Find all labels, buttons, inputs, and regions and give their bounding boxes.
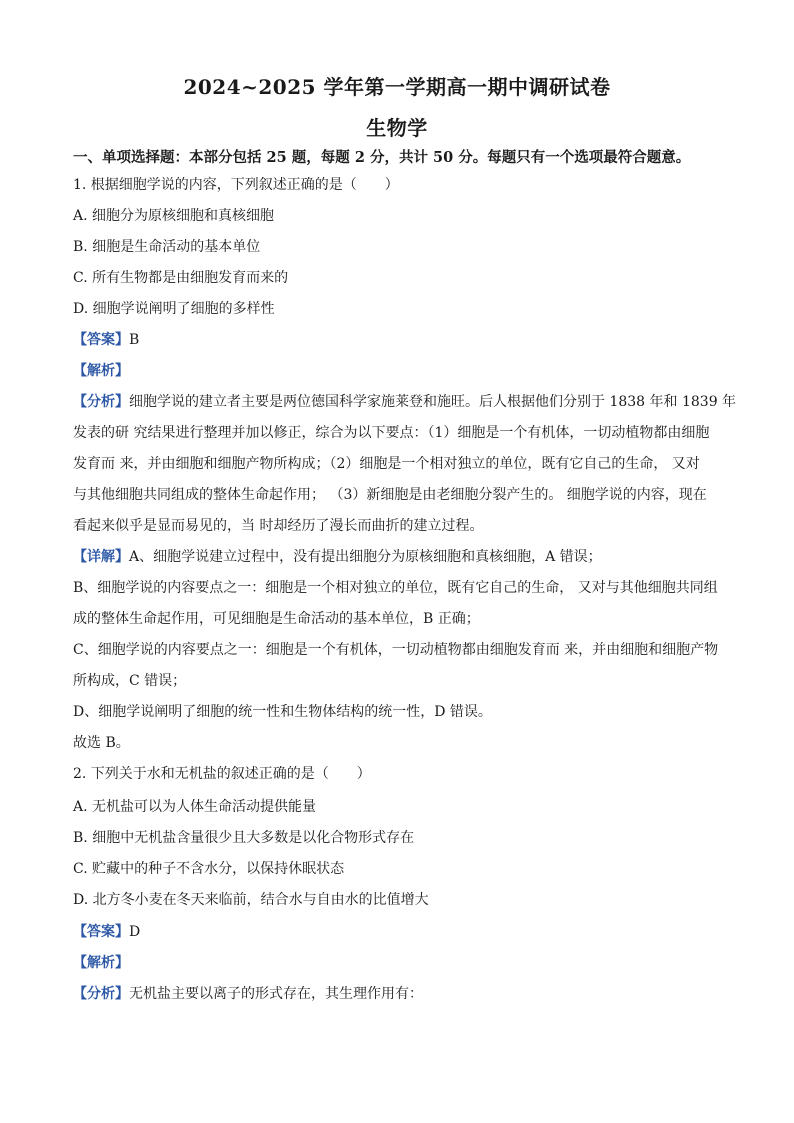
q1-option-a: A. 细胞分为原核细胞和真核细胞 [73,208,275,224]
q2-option-a: A. 无机盐可以为人体生命活动提供能量 [73,799,317,815]
q1-xiangjie-line: 成的整体生命起作用，可见细胞是生命活动的基本单位，B 正确； [73,611,480,627]
answer-value: B [129,332,140,348]
q2-option-b: B. 细胞中无机盐含量很少且大多数是以化合物形式存在 [73,830,415,846]
q1-xiangjie-line: D、细胞学说阐明了细胞的统一性和生物体结构的统一性，D 错误。 [73,704,492,720]
q1-xiangjie-line: C、细胞学说的内容要点之一：细胞是一个有机体，一切动植物都由细胞发育而 来，并由细胞和细胞产物 [73,642,719,658]
exam-title: 2024~2025 学年第一学期高一期中调研试卷 [183,75,611,99]
fenxi-tag: 【分析】 [73,394,129,410]
q1-option-b: B. 细胞是生命活动的基本单位 [73,239,261,255]
subject-title: 生物学 [366,116,428,140]
q2-option-d: D. 北方冬小麦在冬天来临前，结合水与自由水的比值增大 [73,892,429,908]
answer-value: D [129,924,141,940]
q1-xiangjie-line: B、细胞学说的内容要点之一：细胞是一个相对独立的单位，既有它自己的生命， 又对与其他细胞共同组 [73,580,718,596]
fenxi-tag: 【分析】 [73,986,129,1002]
analysis-tag: 【解析】 [73,363,129,379]
xiangjie-tag: 【详解】 [73,549,129,565]
q2-fenxi-line: 【分析】无机盐主要以离子的形式存在，其生理作用有： [73,986,423,1002]
q1-option-c: C. 所有生物都是由细胞发育而来的 [73,270,289,286]
q1-option-d: D. 细胞学说阐明了细胞的多样性 [73,301,275,317]
q1-fenxi-line: 与其他细胞共同组成的整体生命起作用； （3）新细胞是由老细胞分裂产生的。 细胞学说的内容，现在 [73,487,707,503]
q1-conclusion: 故选 B。 [73,735,130,751]
q1-stem: 1. 根据细胞学说的内容，下列叙述正确的是（ ） [73,177,399,193]
q1-answer [73,331,139,349]
q1-fenxi-line: 发育而 来，并由细胞和细胞产物所构成；（2）细胞是一个相对独立的单位，既有它自己的生命， 又对 [73,456,700,472]
q2-analysis-heading [73,954,129,972]
q1-analysis-heading [73,362,129,380]
q2-option-c: C. 贮藏中的种子不含水分，以保持休眠状态 [73,861,345,877]
q1-fenxi-line: 发表的研 究结果进行整理并加以修正，综合为以下要点：（1）细胞是一个有机体，一切动植物都由细胞 [73,425,710,441]
q2-answer [73,923,140,941]
q1-xiangjie-line: 【详解】A、细胞学说建立过程中，没有提出细胞分为原核细胞和真核细胞，A 错误； [73,549,602,565]
q1-xiangjie-line: 所构成，C 错误； [73,673,187,689]
section-heading: 一、单项选择题：本部分包括 25 题，每题 2 分，共计 50 分。每题只有一个选项最符合题意。 [73,149,691,166]
answer-tag: 【答案】 [73,332,129,348]
analysis-tag: 【解析】 [73,955,129,971]
q1-fenxi-line: 看起来似乎是显而易见的，当 时却经历了漫长而曲折的建立过程。 [73,518,484,534]
q1-fenxi-line: 【分析】细胞学说的建立者主要是两位德国科学家施莱登和施旺。后人根据他们分别于 1838 年和 1839 年 [73,394,737,410]
answer-tag: 【答案】 [73,924,129,940]
q2-stem: 2. 下列关于水和无机盐的叙述正确的是（ ） [73,766,371,782]
